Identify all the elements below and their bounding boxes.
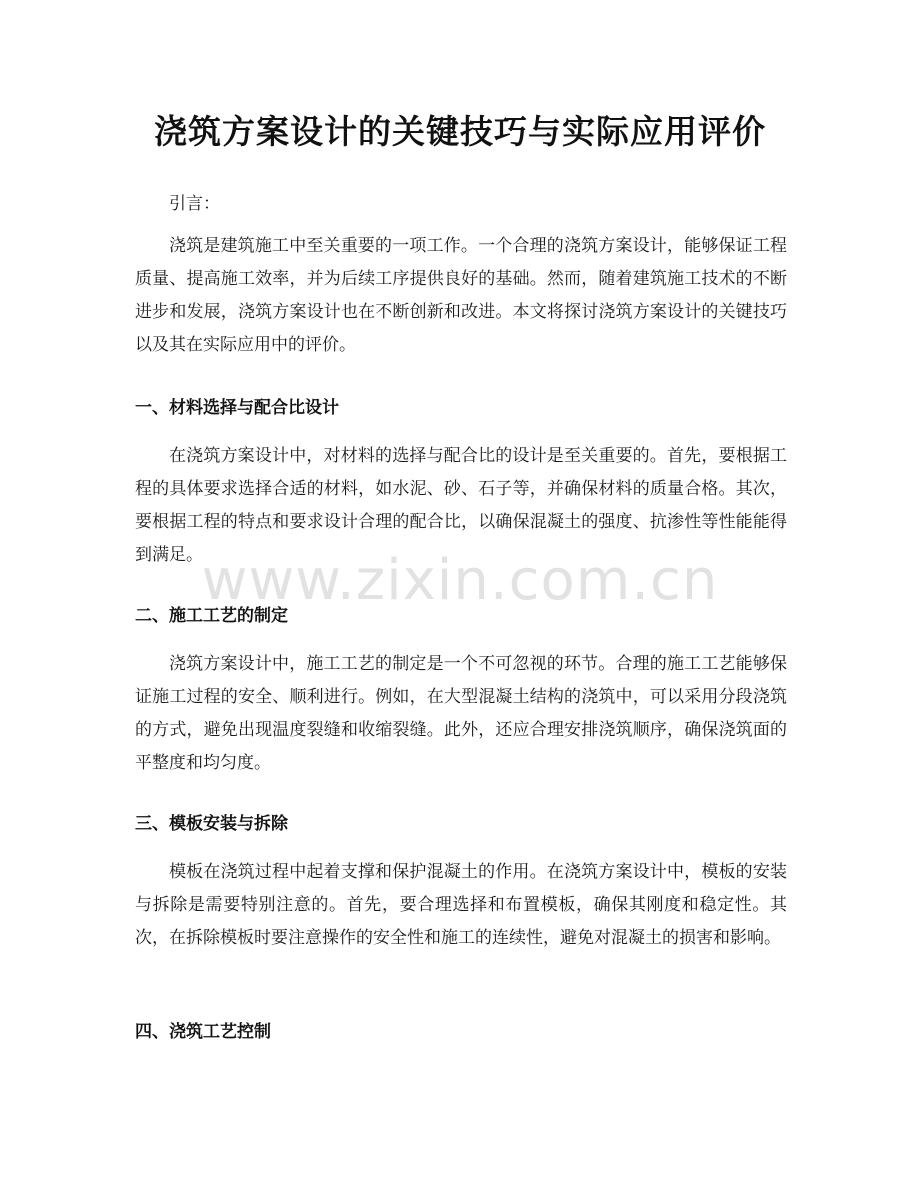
section-heading-4: 四、浇筑工艺控制	[135, 1022, 271, 1042]
section-body-2: 浇筑方案设计中，施工工艺的制定是一个不可忽视的环节。合理的施工工艺能够保证施工过程的安全、顺利进行。例如，在大型混凝土结构的浇筑中，可以采用分段浇筑的方式，避免出现温度裂缝和收缩裂缝。此外，还应合理安排浇筑顺序，确保浇筑面的平整度和均匀度。	[135, 654, 787, 773]
section-heading-3: 三、模板安装与拆除	[135, 814, 288, 834]
section-body-1: 在浇筑方案设计中，对材料的选择与配合比的设计是至关重要的。首先，要根据工程的具体要求选择合适的材料，如水泥、砂、石子等，并确保材料的质量合格。其次，要根据工程的特点和要求设计合理的配合比，以确保混凝土的强度、抗渗性等性能能得到满足。	[135, 446, 787, 565]
section-body-3: 模板在浇筑过程中起着支撑和保护混凝土的作用。在浇筑方案设计中，模板的安装与拆除是需要特别注意的。首先，要合理选择和布置模板，确保其刚度和稳定性。其次，在拆除模板时要注意操作的安全性和施工的连续性，避免对混凝土的损害和影响。	[135, 862, 787, 948]
watermark: www.zixin.com.cn	[201, 548, 719, 613]
section-heading-2: 二、施工工艺的制定	[135, 606, 288, 626]
intro-label: 引言：	[169, 194, 220, 214]
section-heading-1: 一、材料选择与配合比设计	[135, 398, 339, 418]
document-title: 浇筑方案设计的关键技巧与实际应用评价	[154, 112, 766, 151]
intro-paragraph: 浇筑是建筑施工中至关重要的一项工作。一个合理的浇筑方案设计，能够保证工程质量、提高施工效率，并为后续工序提供良好的基础。然而，随着建筑施工技术的不断进步和发展，浇筑方案设计也在不断创新和改进。本文将探讨浇筑方案设计的关键技巧以及其在实际应用中的评价。	[135, 236, 787, 355]
